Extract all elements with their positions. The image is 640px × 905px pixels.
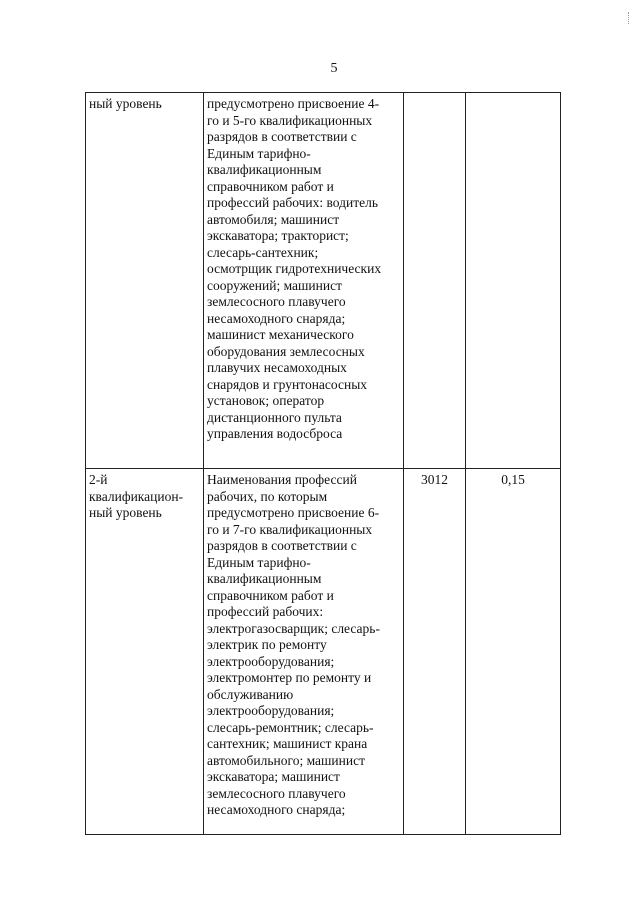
description-text: Наименования профессий рабочих, по которым предусмотрено присвоение 6- го и 7-го квалификационных разрядов в соответствии с Единым тарифно- квалификационным справочником работ и профессий рабочих: электрогазосварщик; слесарь- электрик по ремонту электрооборудования; электромонтер по ремонту и обслуживанию электрооборудования; слесарь-ремонтник; слесарь- сантехник; машинист крана автомобильного; машинист экскаватора; машинист землесосного плавучего несамоходного снаряда; [207, 472, 380, 817]
salary-text: 3012 [421, 472, 448, 487]
qualification-table [85, 92, 561, 835]
description-cell [204, 469, 404, 835]
salary-cell [404, 93, 466, 469]
table-row [86, 93, 561, 469]
salary-cell [404, 469, 466, 835]
scan-mark [628, 12, 631, 24]
level-cell [86, 93, 204, 469]
coefficient-cell [466, 93, 561, 469]
description-cell [204, 93, 404, 469]
level-cell [86, 469, 204, 835]
page-number: 5 [330, 61, 338, 76]
coefficient-text: 0,15 [501, 472, 525, 487]
table-row [86, 469, 561, 835]
description-text: предусмотрено присвоение 4- го и 5-го квалификационных разрядов в соответствии с Единым тарифно- квалификационным справочником работ и профессий рабочих: водитель автомобиля; машинист экскаватора; тракторист; слесарь-сантехник; осмотрщик гидротехнических сооружений; машинист землесосного плавучего несамоходного снаряда; машинист механического оборудования землесосных плавучих несамоходных снарядов и грунтонасосных установок; оператор дистанционного пульта управления водосброса [207, 96, 382, 441]
level-text: 2-й квалификацион- ный уровень [89, 472, 184, 520]
coefficient-cell [466, 469, 561, 835]
level-text: ный уровень [89, 96, 162, 111]
